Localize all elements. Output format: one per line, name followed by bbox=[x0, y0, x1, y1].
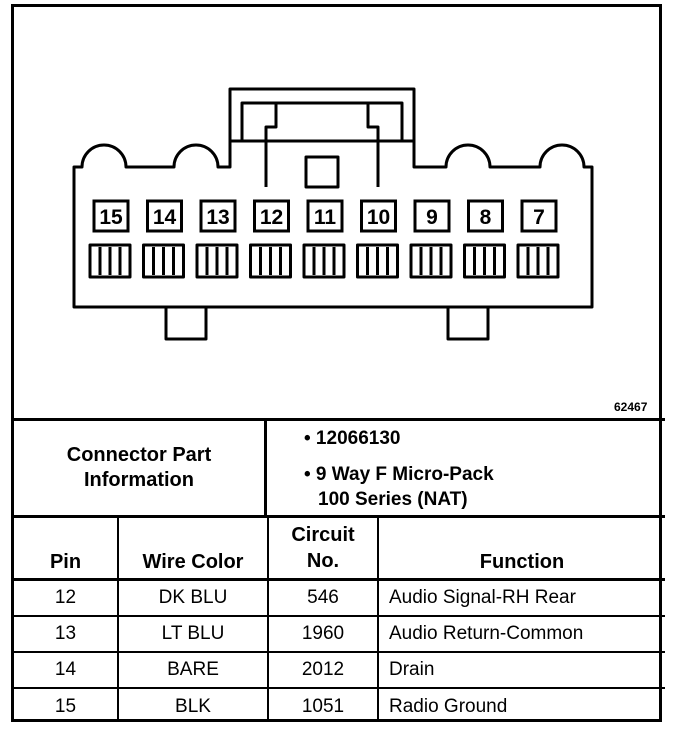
header-wire-color: Wire Color bbox=[142, 551, 244, 573]
cell-circuit: 1960 bbox=[301, 623, 345, 644]
connector-latch bbox=[230, 89, 414, 141]
connector-tab-right bbox=[448, 307, 488, 339]
cell-wire-color: BARE bbox=[167, 659, 219, 680]
pin-number-label: 10 bbox=[366, 206, 391, 229]
pin-number-label: 13 bbox=[206, 206, 230, 229]
connector-drawing bbox=[14, 7, 665, 421]
header-circuit bbox=[269, 522, 377, 574]
cell-function: Audio Return-Common bbox=[389, 623, 584, 644]
divider bbox=[264, 418, 267, 517]
connector-tab-left bbox=[166, 307, 206, 339]
connector-diagram bbox=[14, 7, 665, 421]
header-function: Function bbox=[479, 551, 565, 573]
cell-circuit: 1051 bbox=[301, 696, 345, 717]
divider bbox=[14, 651, 665, 653]
connector-type bbox=[304, 462, 494, 512]
divider bbox=[14, 578, 665, 581]
cell-wire-color: DK BLU bbox=[158, 587, 228, 608]
cell-pin: 13 bbox=[54, 623, 77, 644]
cell-circuit: 2012 bbox=[301, 659, 345, 680]
divider bbox=[14, 515, 665, 518]
header-circuit-line: Circuit bbox=[291, 524, 355, 546]
pin-number-label: 9 bbox=[426, 206, 438, 229]
cell-wire-color: LT BLU bbox=[161, 623, 225, 644]
divider bbox=[14, 687, 665, 689]
pin-number-label: 15 bbox=[99, 206, 123, 229]
cell-pin: 15 bbox=[54, 696, 77, 717]
cell-function: Radio Ground bbox=[389, 696, 508, 717]
connector-type-line: • 9 Way F Micro-Pack bbox=[304, 464, 494, 485]
connector-type-line: 100 Series (NAT) bbox=[318, 489, 468, 510]
header-circuit-line: No. bbox=[306, 550, 340, 572]
part-number: • 12066130 bbox=[304, 428, 401, 449]
part-info-label-line: Information bbox=[84, 469, 194, 491]
connector-sheet bbox=[11, 4, 662, 722]
header-pin: Pin bbox=[49, 551, 82, 573]
divider bbox=[14, 418, 665, 421]
pin-number-label: 8 bbox=[479, 206, 492, 229]
part-info-label bbox=[14, 443, 264, 493]
part-info-label-line: Connector Part bbox=[66, 444, 212, 466]
divider bbox=[14, 615, 665, 617]
cell-function: Drain bbox=[389, 659, 435, 680]
divider bbox=[117, 515, 119, 722]
cell-function: Audio Signal-RH Rear bbox=[389, 587, 576, 608]
pin-number-label: 7 bbox=[533, 206, 545, 229]
pin-number-label: 11 bbox=[313, 206, 337, 229]
cell-wire-color: BLK bbox=[175, 696, 211, 717]
divider bbox=[377, 515, 379, 722]
pin-number-label: 14 bbox=[152, 206, 177, 229]
pin-number-label: 12 bbox=[259, 206, 284, 229]
cell-pin: 12 bbox=[54, 587, 77, 608]
cell-circuit: 546 bbox=[307, 587, 339, 608]
cell-pin: 14 bbox=[54, 659, 77, 680]
diagram-reference-number: 62467 bbox=[614, 400, 648, 414]
